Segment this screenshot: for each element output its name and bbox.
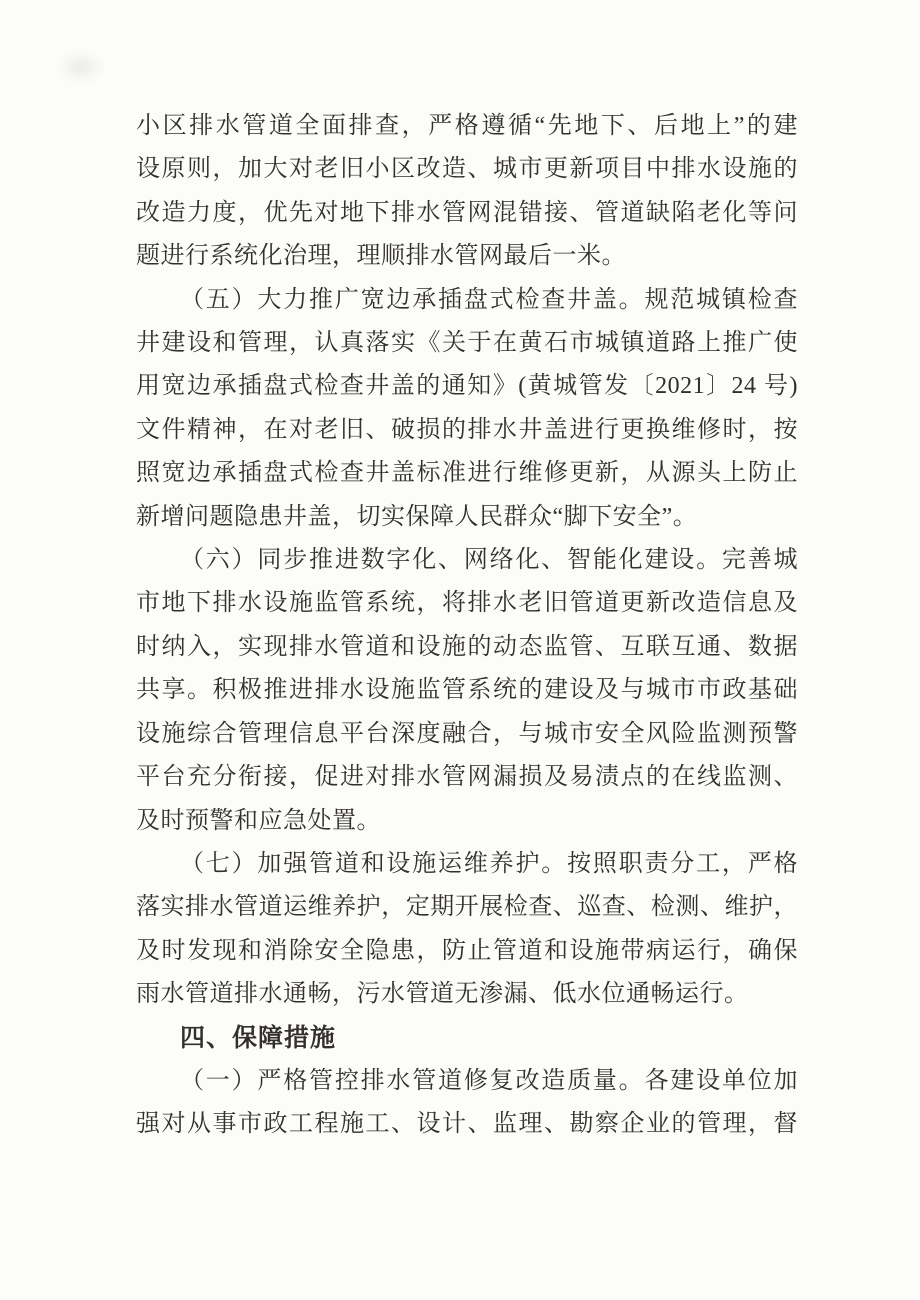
document-text-line — [136, 105, 798, 148]
document-text-line — [136, 365, 798, 408]
body-text: 落实排水管道运维养护，定期开展检查、巡查、检测、维护， — [136, 894, 798, 921]
body-text: 设原则，加大对老旧小区改造、城市更新项目中排水设施的 — [136, 156, 798, 183]
body-text: 时纳入，实现排水管道和设施的动态监管、互联互通、数据 — [136, 633, 798, 660]
body-text: 强对从事市政工程施工、设计、监理、勘察企业的管理，督 — [136, 1111, 798, 1138]
document-text-line — [136, 452, 798, 495]
document-text-line — [136, 496, 798, 539]
body-text: 按照职责分工，严格 — [567, 850, 799, 877]
paragraph-lead-title: （七）加强管道和设施运维养护。 — [180, 850, 568, 877]
document-text-line — [136, 279, 798, 322]
body-text: 规范城镇检查 — [644, 286, 799, 313]
paragraph-lead-title: （五）大力推广宽边承插盘式检查井盖。 — [180, 286, 645, 313]
body-text: 共享。积极推进排水设施监管系统的建设及与城市市政基础 — [136, 677, 798, 704]
body-text: 小区排水管道全面排查，严格遵循“先地下、后地上”的建 — [136, 113, 798, 139]
document-text-line — [136, 235, 798, 278]
body-text: 用宽边承插盘式检查井盖的通知》(黄城管发〔2021〕24 号) — [136, 373, 798, 400]
paragraph-lead-title: （一）严格管控排水管道修复改造质量。 — [180, 1067, 645, 1094]
document-text-line — [136, 539, 798, 582]
document-text-line — [136, 886, 798, 929]
body-text: 改造力度，优先对地下排水管网混错接、管道缺陷老化等问 — [136, 199, 798, 226]
document-text-line — [136, 756, 798, 799]
document-text-block — [136, 105, 798, 1147]
body-text: 完善城 — [721, 547, 798, 574]
body-text: 及时发现和消除安全隐患，防止管道和设施带病运行，确保 — [136, 937, 798, 964]
body-text: 设施综合管理信息平台深度融合，与城市安全风险监测预警 — [136, 720, 798, 747]
document-text-line — [136, 1060, 798, 1103]
paragraph-lead-title: （六）同步推进数字化、网络化、智能化建设。 — [180, 547, 722, 574]
body-text: 平台充分衔接，促进对排水管网漏损及易渍点的在线监测、 — [136, 764, 798, 791]
heading-text: 四、保障措施 — [180, 1023, 337, 1052]
document-text-line — [136, 626, 798, 669]
section-heading — [136, 1017, 798, 1060]
document-text-line — [136, 800, 798, 843]
document-text-line — [136, 409, 798, 452]
body-text: 井建设和管理，认真落实《关于在黄石市城镇道路上推广使 — [136, 330, 798, 357]
document-text-line — [136, 1103, 798, 1146]
body-text: 各建设单位加 — [644, 1067, 799, 1094]
document-text-line — [136, 669, 798, 712]
document-text-line — [136, 843, 798, 886]
document-text-line — [136, 713, 798, 756]
body-text: 雨水管道排水通畅，污水管道无渗漏、低水位通畅运行。 — [136, 981, 749, 1008]
body-text: 照宽边承插盘式检查井盖标准进行维修更新，从源头上防止 — [136, 460, 798, 487]
body-text: 题进行系统化治理，理顺排水管网最后一米。 — [136, 243, 626, 270]
body-text: 文件精神，在对老旧、破损的排水井盖进行更换维修时，按 — [136, 416, 798, 443]
document-text-line — [136, 973, 798, 1016]
document-text-line — [136, 192, 798, 235]
body-text: 新增问题隐患井盖，切实保障人民群众“脚下安全”。 — [136, 503, 698, 530]
body-text: 市地下排水设施监管系统，将排水老旧管道更新改造信息及 — [136, 590, 798, 617]
document-text-line — [136, 930, 798, 973]
document-text-line — [136, 322, 798, 365]
scan-smudge-artifact — [58, 52, 104, 82]
document-text-line — [136, 582, 798, 625]
body-text: 及时预警和应急处置。 — [136, 807, 381, 834]
document-text-line — [136, 148, 798, 191]
